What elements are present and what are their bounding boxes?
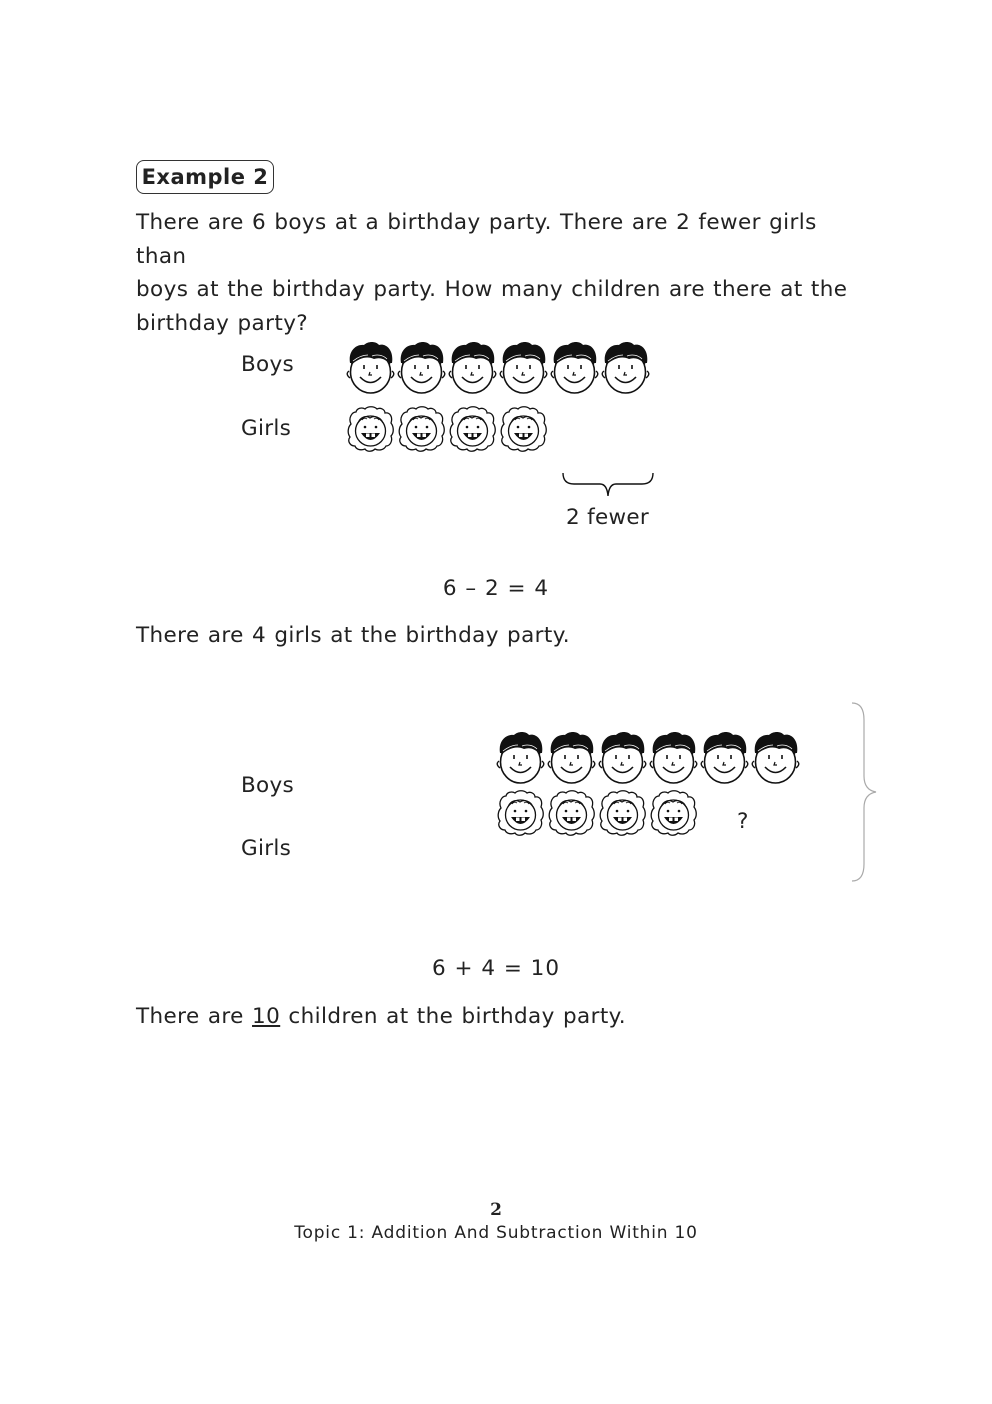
brace-label: 2 fewer <box>566 505 650 530</box>
problem-line: birthday party? <box>136 310 309 336</box>
problem-line: boys at the birthday party. How many children are there at the <box>136 277 848 302</box>
sentence-suffix: children at the birthday party. <box>280 1004 626 1029</box>
page-number: 2 <box>490 1200 502 1220</box>
boy-face-icon <box>598 731 647 785</box>
equation-1: 6 – 2 = 4 <box>442 576 550 601</box>
girls-row <box>496 790 698 836</box>
problem-line: There are 6 boys at a birthday party. There are 2 fewer girls than <box>136 210 817 269</box>
boy-face-icon <box>496 731 545 785</box>
sentence-prefix: There are <box>136 1004 253 1029</box>
girl-face-icon <box>448 406 497 452</box>
girl-face-icon <box>598 790 647 836</box>
question-mark: ? <box>737 809 749 834</box>
example-label: Example 2 <box>136 160 274 194</box>
girl-face-icon <box>397 406 446 452</box>
boy-face-icon <box>499 341 548 395</box>
boy-face-icon <box>346 341 395 395</box>
boys-label: Boys <box>241 773 295 798</box>
boys-row <box>346 341 650 395</box>
girl-face-icon <box>499 406 548 452</box>
boy-face-icon <box>397 341 446 395</box>
answer-sentence-1: There are 4 girls at the birthday party. <box>136 623 571 648</box>
right-brace-icon <box>848 700 882 885</box>
boy-face-icon <box>751 731 800 785</box>
boy-face-icon <box>448 341 497 395</box>
boys-label: Boys <box>241 352 295 377</box>
girls-label: Girls <box>241 836 292 861</box>
girls-row <box>346 406 548 452</box>
footer-topic: Topic 1: Addition And Subtraction Within 10 <box>294 1223 698 1243</box>
girl-face-icon <box>496 790 545 836</box>
girl-face-icon <box>346 406 395 452</box>
boy-face-icon <box>649 731 698 785</box>
girl-face-icon <box>649 790 698 836</box>
answer-value: 10 <box>252 1004 281 1029</box>
boy-face-icon <box>550 341 599 395</box>
answer-sentence-2 <box>136 1004 626 1029</box>
boys-row <box>496 731 800 785</box>
brace-icon <box>560 470 656 502</box>
girl-face-icon <box>547 790 596 836</box>
boy-face-icon <box>547 731 596 785</box>
girls-label: Girls <box>241 416 292 441</box>
problem-text <box>136 206 866 340</box>
boy-face-icon <box>700 731 749 785</box>
boy-face-icon <box>601 341 650 395</box>
equation-2: 6 + 4 = 10 <box>431 956 561 981</box>
